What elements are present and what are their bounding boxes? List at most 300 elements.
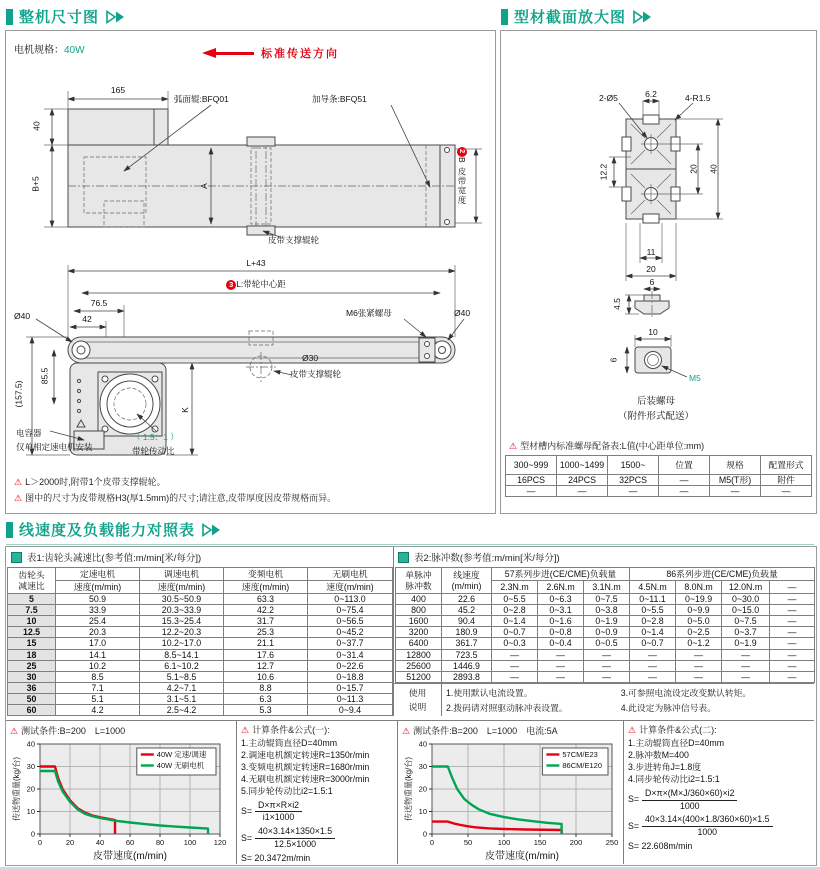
nut-allocation-table xyxy=(505,455,812,497)
load-speed-chart-stepper xyxy=(402,739,620,861)
svg-text:30: 30 xyxy=(26,762,35,772)
table-cell: 1600 xyxy=(396,616,442,627)
svg-text:50: 50 xyxy=(463,838,473,847)
table-cell: 24PCS xyxy=(557,475,608,486)
table-cell: — xyxy=(630,649,676,660)
table-cell: 25.3 xyxy=(224,627,308,638)
table-cell: 15 xyxy=(8,638,56,649)
table-cell: 5.1~8.5 xyxy=(140,671,224,682)
table-cell: 0~3.8 xyxy=(584,605,630,616)
svg-text:86CM/E120: 86CM/E120 xyxy=(562,761,603,770)
table-cell: 0~5.0 xyxy=(676,616,722,627)
dim-l43: L+43 xyxy=(246,258,266,268)
dim-122: 12.2 xyxy=(598,163,609,181)
table-row xyxy=(396,671,815,682)
dim-k: K xyxy=(179,407,190,413)
table-cell: — xyxy=(492,671,538,682)
warning-icon: ⚠ xyxy=(14,477,23,487)
table-cell: 0~15.0 xyxy=(722,605,770,616)
table-cell: — xyxy=(676,671,722,682)
col-subheader: 3.1N.m xyxy=(584,581,630,594)
dim-d40-right: Ø40 xyxy=(454,308,471,318)
table-cell: — xyxy=(676,660,722,671)
label-support-roller-side: 皮带支撑辊轮 xyxy=(290,369,342,379)
col-header: 线速度 (m/min) xyxy=(442,568,492,594)
usage-note-1: 1.使用默认电流设置。 xyxy=(446,687,533,698)
pulse-table-block xyxy=(393,547,816,716)
warning-icon: ⚠ xyxy=(14,493,23,503)
table-cell: — xyxy=(557,486,608,497)
col-header: 规格 xyxy=(710,456,761,475)
table-cell: — xyxy=(584,660,630,671)
table1-caption: 表1:齿轮头减速比(参考值:m/min[米/每分]) xyxy=(7,547,393,567)
dim-4-r15: 4-R1.5 xyxy=(685,93,711,103)
table-cell: — xyxy=(584,649,630,660)
table-cell: 0~45.2 xyxy=(308,627,393,638)
circle-3-badge: 3 xyxy=(226,280,236,290)
warning-icon: ⚠ xyxy=(402,726,411,736)
direction-label: 标准传送方向 xyxy=(261,48,339,60)
table-cell: 15.3~25.4 xyxy=(140,616,224,627)
table-cell: — xyxy=(722,671,770,682)
table-cell: 0~1.9 xyxy=(722,638,770,649)
table-cell: 0~5.5 xyxy=(492,594,538,605)
table-cell: 6.3 xyxy=(224,693,308,704)
table-cell: 25 xyxy=(8,660,56,671)
table-cell: 0~1.6 xyxy=(538,616,584,627)
header-bar-icon xyxy=(501,9,508,25)
table-cell: 0~0.5 xyxy=(584,638,630,649)
table-cell: — xyxy=(770,605,815,616)
table-row xyxy=(8,660,393,671)
table-cell: 0~19.9 xyxy=(676,594,722,605)
table-cell: 0~2.8 xyxy=(492,605,538,616)
table-cell: 8.5~14.1 xyxy=(140,649,224,660)
svg-text:80: 80 xyxy=(155,838,165,847)
table-cell: 0~1.2 xyxy=(676,638,722,649)
table-cell: 0~9.9 xyxy=(676,605,722,616)
calc2-cell xyxy=(624,721,814,864)
table-cell: 0~1.9 xyxy=(584,616,630,627)
svg-text:传送物重量(kg/台): 传送物重量(kg/台) xyxy=(12,757,21,821)
double-arrow-icon xyxy=(105,10,129,24)
table-cell: 90.4 xyxy=(442,616,492,627)
table-cell: — xyxy=(538,660,584,671)
calc-line: 3.变频电机额定转速R=1680r/min xyxy=(241,761,370,772)
table-row xyxy=(506,475,812,486)
table-cell: 10.2~17.0 xyxy=(140,638,224,649)
header-bar-icon xyxy=(6,9,13,25)
table-cell: 0~6.3 xyxy=(538,594,584,605)
table-cell: 0~22.6 xyxy=(308,660,393,671)
table-cell: 8.5 xyxy=(56,671,140,682)
label-support-roller-top: 皮带支撑辊轮 xyxy=(268,235,320,245)
label-capacitor: 电容器 xyxy=(16,428,42,438)
table-row xyxy=(396,627,815,638)
table-cell: 51200 xyxy=(396,671,442,682)
svg-text:20: 20 xyxy=(65,838,75,847)
dim-62: 6.2 xyxy=(645,89,657,99)
group-header-57: 57系列步进(CE/CME)负载量 xyxy=(492,568,630,581)
dim-20-horizontal: 20 xyxy=(646,264,656,274)
table-cell: 20.3~33.9 xyxy=(140,605,224,616)
svg-text:皮带速度(m/min): 皮带速度(m/min) xyxy=(485,851,559,861)
gear-ratio-table-block xyxy=(7,547,393,716)
table-cell: 3200 xyxy=(396,627,442,638)
pulse-table xyxy=(395,567,815,683)
label-pulley-ratio-text: 带轮传动比 xyxy=(132,446,175,456)
table-cell: 0~75.4 xyxy=(308,605,393,616)
table-cell: 7.5 xyxy=(8,605,56,616)
table-cell: 12.2~20.3 xyxy=(140,627,224,638)
section-title: 整机尺寸图 xyxy=(19,9,100,26)
dim-40-vertical: 40 xyxy=(708,164,719,174)
table-cell: — xyxy=(770,638,815,649)
table-cell: 0~0.8 xyxy=(538,627,584,638)
table-cell: 12.7 xyxy=(224,660,308,671)
svg-text:40: 40 xyxy=(26,739,35,749)
calc-line: 2.调速电机额定转速R=1350r/min xyxy=(241,750,370,761)
note-2: ⚠ 图中的尺寸为皮带规格H3(厚1.5mm)的尺寸;请注意,皮带厚度因皮带规格而异。 xyxy=(14,493,337,503)
warning-icon: ⚠ xyxy=(241,725,250,735)
table-cell: 0~0.9 xyxy=(584,627,630,638)
chart1-cell xyxy=(6,721,237,864)
table-row xyxy=(396,605,815,616)
formula-1: S= $\frac{D\times\pi\times(M\times J/360\times 60)\times i2}{1000}$ xyxy=(628,788,810,813)
table-cell: 3.1~5.1 xyxy=(140,693,224,704)
col-header: 调速电机 xyxy=(140,568,224,581)
table-row xyxy=(8,671,393,682)
table-cell: 10.2 xyxy=(56,660,140,671)
warning-icon: ⚠ xyxy=(10,726,19,736)
svg-text:120: 120 xyxy=(213,838,227,847)
table-cell: 2.5~4.2 xyxy=(140,705,224,716)
svg-text:传送物重量(kg/台): 传送物重量(kg/台) xyxy=(404,757,413,821)
col-subheader: 2.3N.m xyxy=(492,581,538,594)
table-cell: — xyxy=(630,671,676,682)
table-cell: — xyxy=(770,594,815,605)
label-belt-width: 2B 皮带宽度 xyxy=(456,147,468,205)
svg-text:57CM/E23: 57CM/E23 xyxy=(562,750,598,759)
table-cell: 0~15.7 xyxy=(308,682,393,693)
svg-text:0: 0 xyxy=(422,829,427,839)
table-cell: — xyxy=(659,486,710,497)
table-cell: 8.8 xyxy=(224,682,308,693)
svg-text:40: 40 xyxy=(95,838,105,847)
table-cell: 21.1 xyxy=(224,638,308,649)
usage-notes xyxy=(394,683,814,716)
table-cell: — xyxy=(492,660,538,671)
table-cell: 6400 xyxy=(396,638,442,649)
calc-line: 2.脉冲数M=400 xyxy=(628,750,689,761)
table-cell: 0~0.7 xyxy=(630,638,676,649)
table-cell: 5 xyxy=(8,594,56,605)
col-header: 变频电机 xyxy=(224,568,308,581)
table-cell: 0~9.4 xyxy=(308,705,393,716)
table-row xyxy=(8,605,393,616)
svg-text:10: 10 xyxy=(418,807,427,817)
table-cell: 6.1~10.2 xyxy=(140,660,224,671)
table-cell: 0~0.3 xyxy=(492,638,538,649)
table-row xyxy=(8,693,393,704)
table-cell: — xyxy=(584,671,630,682)
table-cell: 附件 xyxy=(761,475,812,486)
svg-text:100: 100 xyxy=(497,838,511,847)
test-conditions-1: ⚠ 测试条件:B=200 L=1000 xyxy=(10,726,126,736)
table-cell: 0~11.1 xyxy=(630,594,676,605)
motor-spec-value: 40W xyxy=(64,45,85,56)
table-cell: 10 xyxy=(8,616,56,627)
svg-text:皮带速度(m/min): 皮带速度(m/min) xyxy=(93,851,167,861)
table-row xyxy=(8,682,393,693)
green-square-icon xyxy=(11,552,22,563)
table-cell: 25.4 xyxy=(56,616,140,627)
table-cell: 0~3.1 xyxy=(538,605,584,616)
group-header-86: 86系列步进(CE/CME)负载量 xyxy=(630,568,815,581)
chart2-cell xyxy=(398,721,624,864)
label-m6-tension-nut: M6张紧螺母 xyxy=(346,308,392,318)
col-subheader: — xyxy=(770,581,815,594)
table-cell: — xyxy=(710,486,761,497)
table-cell: 361.7 xyxy=(442,638,492,649)
table2-caption: 表2:脉冲数(参考值:m/min[米/每分]) xyxy=(394,547,816,567)
calc-line: 4.无刷电机额定转速R=3000r/min xyxy=(241,773,370,784)
calc-line: 3.步进转角J=1.8度 xyxy=(628,761,702,772)
table-cell: 45.2 xyxy=(442,605,492,616)
table-cell: 16PCS xyxy=(506,475,557,486)
table-cell: — xyxy=(538,671,584,682)
table-cell: 0~7.5 xyxy=(584,594,630,605)
table-cell: — xyxy=(722,660,770,671)
table-cell: — xyxy=(770,660,815,671)
dim-40: 40 xyxy=(31,121,42,131)
table-cell: 63.3 xyxy=(224,594,308,605)
warning-icon: ⚠ xyxy=(628,725,637,735)
col-header: 齿轮头 减速比 xyxy=(8,568,56,594)
table-cell: 0~1.4 xyxy=(630,627,676,638)
col-subheader: 12.0N.m xyxy=(722,581,770,594)
dim-center-distance: 3 L:带轮中心距 xyxy=(156,278,356,290)
table-cell: 20.3 xyxy=(56,627,140,638)
table-cell: 800 xyxy=(396,605,442,616)
calc-line: 1.主动辊筒直径D=40mm xyxy=(241,738,338,749)
table-cell: 0~31.4 xyxy=(308,649,393,660)
table-cell: 180.9 xyxy=(442,627,492,638)
svg-text:250: 250 xyxy=(605,838,619,847)
warning-icon: ⚠ xyxy=(509,441,518,451)
table-cell: 50.9 xyxy=(56,594,140,605)
svg-text:30: 30 xyxy=(418,762,427,772)
usage-label: 使用 说明 xyxy=(394,684,442,716)
table-cell: M5(T形) xyxy=(710,475,761,486)
table-cell: 25600 xyxy=(396,660,442,671)
svg-text:150: 150 xyxy=(533,838,547,847)
formula-result: S= 20.3472m/min xyxy=(241,853,311,864)
table-cell: — xyxy=(608,486,659,497)
col-subheader: 速度(m/min) xyxy=(56,581,140,594)
col-subheader: 4.5N.m xyxy=(630,581,676,594)
col-header: 无刷电机 xyxy=(308,568,393,581)
table-cell: 33.9 xyxy=(56,605,140,616)
table-cell: 2893.8 xyxy=(442,671,492,682)
table-cell: 0~3.7 xyxy=(722,627,770,638)
table-cell: 10.6 xyxy=(224,671,308,682)
table-cell: 32PCS xyxy=(608,475,659,486)
table-row xyxy=(396,638,815,649)
profile-panel xyxy=(500,30,817,514)
table-row xyxy=(396,616,815,627)
table-cell: 4.2 xyxy=(56,705,140,716)
table-cell: 0~11.3 xyxy=(308,693,393,704)
calc2-title: ⚠ 计算条件&公式(二): xyxy=(628,725,717,735)
col-subheader: 速度(m/min) xyxy=(224,581,308,594)
table-cell: 5.3 xyxy=(224,705,308,716)
table-cell: 30.5~50.9 xyxy=(140,594,224,605)
table-row xyxy=(396,649,815,660)
table-cell: 1446.9 xyxy=(442,660,492,671)
table-cell: 0~0.7 xyxy=(492,627,538,638)
table-cell: 14.1 xyxy=(56,649,140,660)
table-row xyxy=(396,660,815,671)
dim-42: 42 xyxy=(82,314,92,324)
col-header: 300~999 xyxy=(506,456,557,475)
table-row xyxy=(8,638,393,649)
table-row xyxy=(8,649,393,660)
gear-ratio-table xyxy=(7,567,393,716)
svg-text:10: 10 xyxy=(26,807,35,817)
table-cell: 4.2~7.1 xyxy=(140,682,224,693)
label-m5: M5 xyxy=(689,373,701,383)
svg-text:20: 20 xyxy=(26,784,35,794)
table-cell: 42.2 xyxy=(224,605,308,616)
header-bar-icon xyxy=(6,522,13,538)
table-cell: — xyxy=(770,649,815,660)
dim-nut-6b: 6 xyxy=(608,357,619,363)
col-header: 位置 xyxy=(659,456,710,475)
circle-2-badge: 2 xyxy=(457,147,467,157)
table-cell: 5.1 xyxy=(56,693,140,704)
overall-dimension-panel xyxy=(5,30,496,514)
table-cell: 18 xyxy=(8,649,56,660)
table-cell: 0~5.5 xyxy=(630,605,676,616)
dim-165: 165 xyxy=(110,85,126,95)
usage-note-2: 2.拨码请对照驱动脉冲表设置。 xyxy=(446,702,568,713)
table-cell: 0~56.5 xyxy=(308,616,393,627)
calc-line: 4.同步轮传动比i2=1.5:1 xyxy=(628,773,720,784)
table-cell: — xyxy=(676,649,722,660)
table-cell: — xyxy=(722,649,770,660)
double-arrow-icon xyxy=(201,523,225,537)
table-cell: 17.6 xyxy=(224,649,308,660)
dim-1575: (157.5) xyxy=(13,380,24,408)
table-cell: — xyxy=(538,649,584,660)
test-conditions-2: ⚠ 测试条件:B=200 L=1000 电流:5A xyxy=(402,726,558,736)
col-header: 定速电机 xyxy=(56,568,140,581)
dim-nut-10: 10 xyxy=(648,327,658,337)
svg-text:0: 0 xyxy=(429,838,435,847)
load-speed-chart-40w xyxy=(10,739,228,861)
label-arc-roller: 弧面辊:BFQ01 xyxy=(174,94,229,104)
label-pulley-ratio: （ 1.5：1 ） xyxy=(132,432,179,442)
calc-line: 1.主动辊筒直径D=40mm xyxy=(628,738,725,749)
dim-20-vertical: 20 xyxy=(688,164,699,174)
calc-line: 5.同步轮传动比i2=1.5:1 xyxy=(241,785,333,796)
table-cell: 0~37.7 xyxy=(308,638,393,649)
col-header: 单脉冲 脉冲数 xyxy=(396,568,442,594)
dim-b5: B+5 xyxy=(30,176,41,192)
col-subheader: 8.0N.m xyxy=(676,581,722,594)
table-cell: — xyxy=(506,486,557,497)
table-cell: 0~18.8 xyxy=(308,671,393,682)
nut-caption-sub: （附件形式配送） xyxy=(617,411,694,422)
table-cell: — xyxy=(630,660,676,671)
dim-a: A xyxy=(198,183,209,189)
dim-765: 76.5 xyxy=(90,298,108,308)
table-cell: 0~7.5 xyxy=(722,616,770,627)
table-row xyxy=(8,627,393,638)
dim-d40-left: Ø40 xyxy=(14,311,31,321)
double-arrow-icon xyxy=(632,10,656,24)
calc1-title: ⚠ 计算条件&公式(一): xyxy=(241,725,330,735)
section-header-speed-load xyxy=(6,519,814,545)
table-cell: — xyxy=(770,671,815,682)
speed-load-panel xyxy=(5,546,817,866)
table-cell: 0~0.4 xyxy=(538,638,584,649)
calc1-cell xyxy=(237,721,398,864)
charts-row xyxy=(6,720,814,864)
formula-2: S= $\frac{40\times 3.14\times 1350\times 1.5}{12.5\times 1000}$ xyxy=(241,826,393,851)
svg-text:40W 定速/调速: 40W 定速/调速 xyxy=(156,750,207,759)
table-cell: 400 xyxy=(396,594,442,605)
table-cell: 7.1 xyxy=(56,682,140,693)
table-cell: 36 xyxy=(8,682,56,693)
col-subheader: 2.6N.m xyxy=(538,581,584,594)
usage-note-4: 4.此设定为脉冲信号表。 xyxy=(620,702,717,713)
col-header: 1000~1499 xyxy=(557,456,608,475)
table-row xyxy=(506,486,812,497)
section-title: 线速度及负载能力对照表 xyxy=(19,522,196,539)
table-cell: 17.0 xyxy=(56,638,140,649)
formula-1: S= $\frac{D\times\pi\times R\times i2}{i1\times 1000}$ xyxy=(241,800,393,825)
table-cell: 723.5 xyxy=(442,649,492,660)
table-cell: — xyxy=(770,616,815,627)
nut-table-note: ⚠ 型材槽内标准螺母配备表:L值(中心距单位:mm) xyxy=(509,441,705,451)
col-header: 1500~ xyxy=(608,456,659,475)
label-capacitor-note: 仅单相定速电机安装 xyxy=(16,442,93,452)
section-header-overall-dimensions xyxy=(6,6,494,32)
usage-note-3: 3.可参照电流设定改变默认转矩。 xyxy=(620,687,752,698)
table-cell: 12.5 xyxy=(8,627,56,638)
dim-11: 11 xyxy=(646,247,656,257)
formula-result: S= 22.608m/min xyxy=(628,841,693,852)
col-subheader: 速度(m/min) xyxy=(308,581,393,594)
svg-text:0: 0 xyxy=(30,829,35,839)
table-cell: 50 xyxy=(8,693,56,704)
table-cell: 0~113.0 xyxy=(308,594,393,605)
section-header-profile xyxy=(501,6,815,32)
motor-spec-label: 电机规格：40W xyxy=(14,45,85,56)
note-1: ⚠ L＞2000时,附带1个皮带支撑辊轮。 xyxy=(14,477,166,487)
dim-nut-45: 4.5 xyxy=(611,298,622,310)
table-cell: 31.7 xyxy=(224,616,308,627)
table-cell: 30 xyxy=(8,671,56,682)
svg-text:0: 0 xyxy=(37,838,43,847)
svg-text:20: 20 xyxy=(418,784,427,794)
label-guide-strip: 加导条:BFQ51 xyxy=(312,94,367,104)
nut-caption: 后装螺母 xyxy=(636,396,675,407)
table-cell: 0~1.4 xyxy=(492,616,538,627)
table-cell: 22.6 xyxy=(442,594,492,605)
